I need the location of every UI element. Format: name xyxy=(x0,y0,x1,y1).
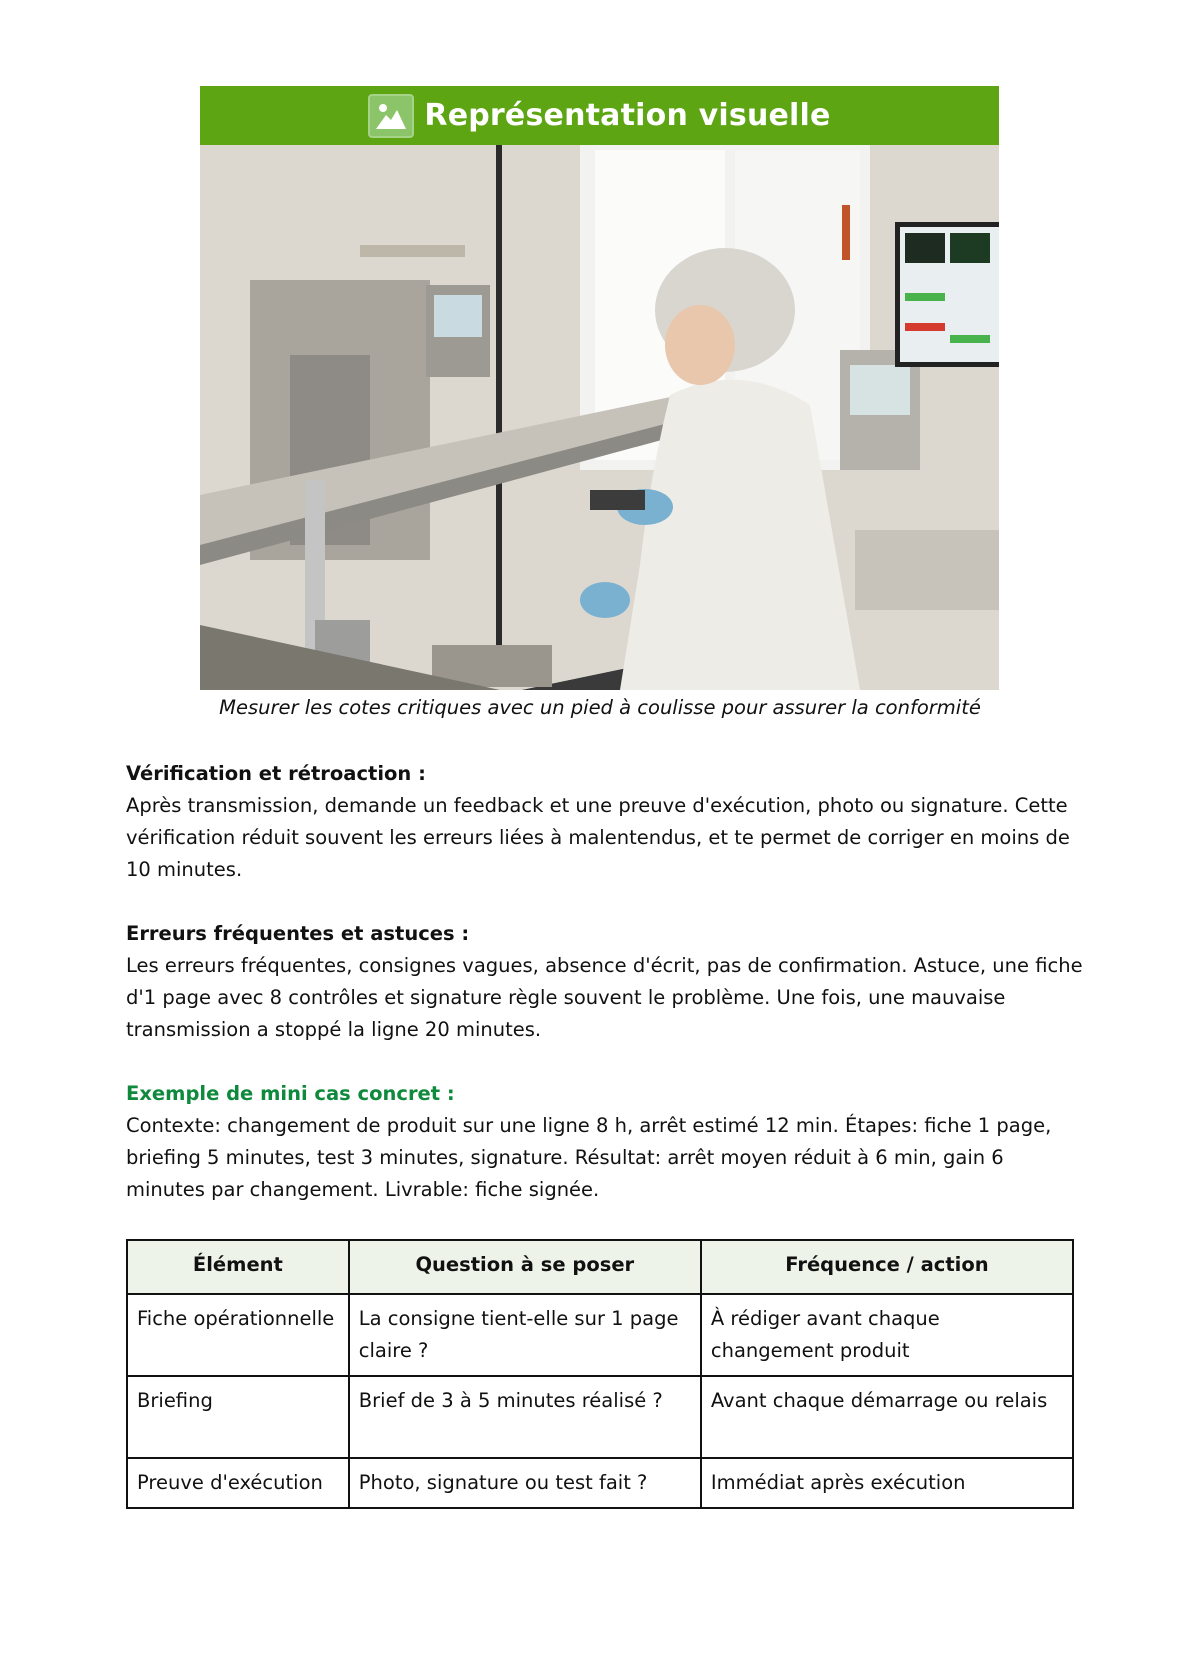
table-cell: Brief de 3 à 5 minutes réalisé ? xyxy=(349,1376,701,1458)
lab-photo xyxy=(200,145,999,690)
table-header-row xyxy=(127,1240,1073,1294)
image-icon xyxy=(368,94,414,138)
section-body: Après transmission, demande un feedback et une preuve d'exécution, photo ou signature. Cette vérification réduit souvent les erreurs liées à malentendus, et te permet de corriger en moins de 10 minutes. xyxy=(126,794,1070,881)
figure-header xyxy=(200,86,999,145)
section-verification xyxy=(126,758,1086,886)
table-cell: Avant chaque démarrage ou relais xyxy=(701,1376,1073,1458)
figure-caption: Mesurer les cotes critiques avec un pied à coulisse pour assurer la conformité xyxy=(219,696,981,719)
section-mini-case xyxy=(126,1078,1086,1206)
table-cell: Briefing xyxy=(127,1376,349,1458)
table-cell: Immédiat après exécution xyxy=(701,1458,1073,1508)
column-header-frequency: Fréquence / action xyxy=(701,1240,1073,1294)
table-cell: Photo, signature ou test fait ? xyxy=(349,1458,701,1508)
section-frequent-errors xyxy=(126,918,1086,1046)
section-body: Contexte: changement de produit sur une ligne 8 h, arrêt estimé 12 min. Étapes: fiche 1 page, briefing 5 minutes, test 3 minutes, signature. Résultat: arrêt moyen réduit à 6 min, gain 6 minutes par changement. Livrable: fiche signée. xyxy=(126,1114,1052,1201)
section-heading: Erreurs fréquentes et astuces : xyxy=(126,922,470,945)
table-cell: À rédiger avant chaque changement produit xyxy=(701,1294,1073,1376)
column-header-element: Élément xyxy=(127,1240,349,1294)
section-heading: Vérification et rétroaction : xyxy=(126,762,426,785)
table-cell: Preuve d'exécution xyxy=(127,1458,349,1508)
section-heading: Exemple de mini cas concret : xyxy=(126,1082,455,1105)
table-row xyxy=(127,1376,1073,1458)
table-cell: La consigne tient-elle sur 1 page claire ? xyxy=(349,1294,701,1376)
summary-table xyxy=(126,1239,1074,1509)
table-cell: Fiche opérationnelle xyxy=(127,1294,349,1376)
figure-title: Représentation visuelle xyxy=(424,98,831,133)
column-header-question: Question à se poser xyxy=(349,1240,701,1294)
table-row xyxy=(127,1294,1073,1376)
section-body: Les erreurs fréquentes, consignes vagues, absence d'écrit, pas de confirmation. Astuce, une fiche d'1 page avec 8 contrôles et signature règle souvent le problème. Une fois, une mauvaise transmission a stoppé la ligne 20 minutes. xyxy=(126,954,1083,1041)
visual-representation-figure xyxy=(200,86,999,690)
table-row xyxy=(127,1458,1073,1508)
